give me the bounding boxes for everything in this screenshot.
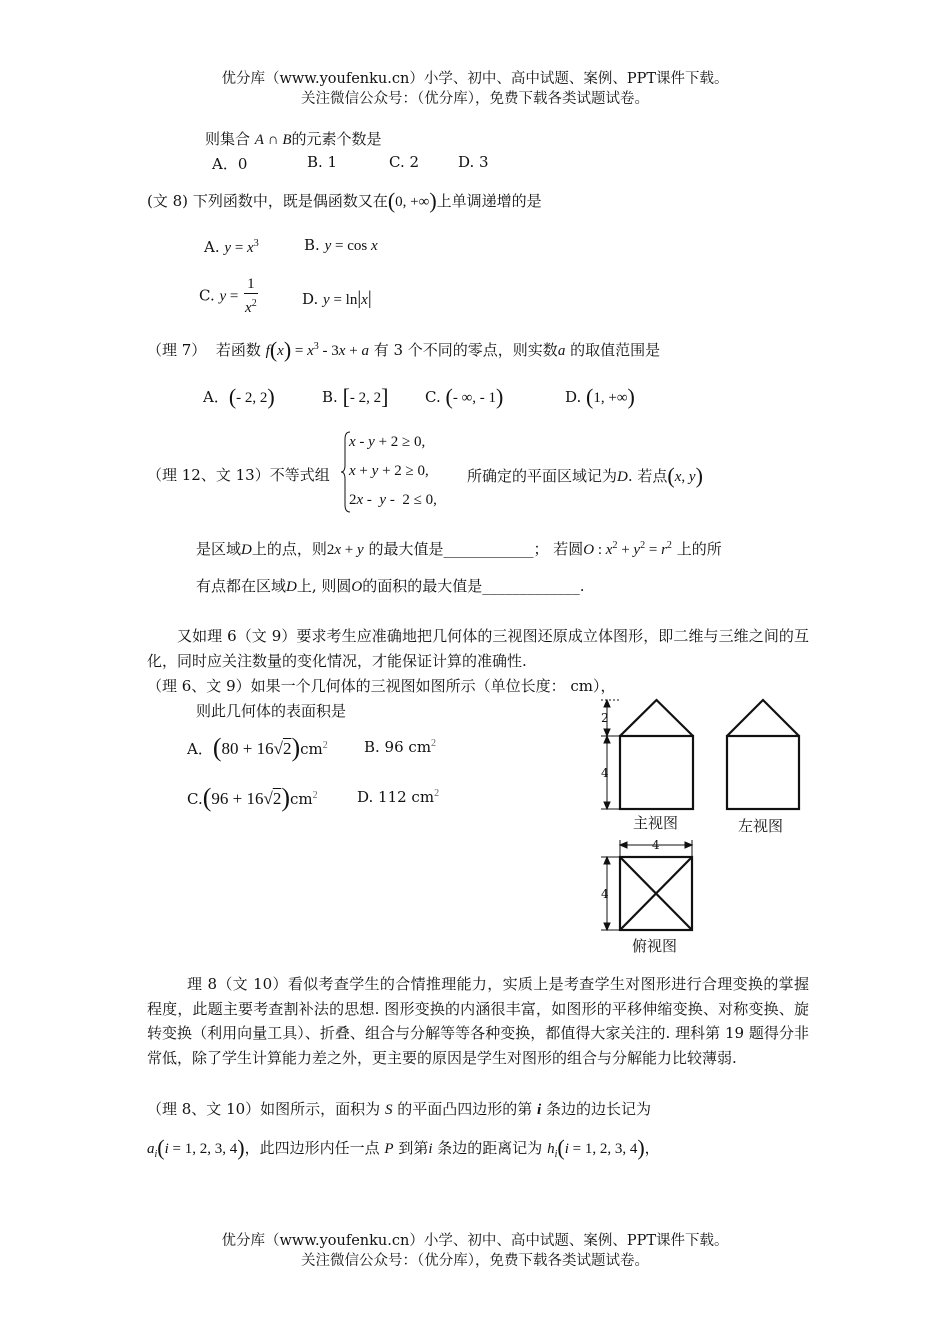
front-view-roof xyxy=(620,700,693,736)
li7-options: A．(- 2, 2) B. [- 2, 2] C. (- ∞, - 1) D. (1, +∞) xyxy=(203,384,635,409)
wen8-option-a: A. $y = x^3$ xyxy=(204,238,259,256)
li6-line-1: （理 6、文 9）如果一个几何体的三视图如图所示（单位长度： cm）， xyxy=(147,677,616,695)
li12-label: （理 12、文 13）不等式组 xyxy=(147,466,330,484)
li6-option-d: D. 112 $cm^2$ xyxy=(357,788,440,806)
left-view-roof xyxy=(727,700,799,736)
footer-line-1: 优分库（www.youfenku.cn）小学、初中、高中试题、案例、PPT课件下载。 xyxy=(221,1233,729,1249)
set-question-options: A．0 B. 1 C. 2 D. 3 xyxy=(212,153,489,173)
left-view-label: 左视图 xyxy=(738,817,784,835)
ineq-1: x - y + 2 ≥ 0, xyxy=(349,434,426,450)
dim-label-2: 2 xyxy=(601,711,609,725)
li12-region-text: 所确定的平面区域记为D. 若点(x, y) xyxy=(467,463,703,488)
li12-line-3: 有点都在区域D上, 则圆O的面积的最大值是_____________. xyxy=(196,577,585,595)
footer-line-2: 关注微信公众号：（优分库），免费下载各类试题试卷。 xyxy=(301,1253,649,1269)
wen8-option-d: D. y = ln|x| xyxy=(302,288,372,309)
ineq-3: 2x - y - 2 ≤ 0, xyxy=(349,492,437,508)
wen8-option-b: B. y = cos x xyxy=(304,236,378,254)
li8-line-2: $a_i(i = 1$, 2, 3, 4)，此四边形内任一点 P 到第i 条边的距离记为 $h_i(i = 1$, 2, 3, 4)， xyxy=(147,1135,660,1160)
left-view-square xyxy=(727,736,799,809)
wen8-option-c: C. y = $\frac{1}{x^2}$ xyxy=(199,276,257,316)
wen8-question: (文 8) 下列函数中，既是偶函数又在(0, +∞)上单调递增的是 xyxy=(147,188,542,213)
li6-option-b: B. 96 $cm^2$ xyxy=(364,738,437,756)
ineq-2: x + y + 2 ≥ 0, xyxy=(349,463,429,479)
dim-label-4-top-depth: 4 xyxy=(601,887,609,901)
li7-question: （理 7） 若函数 $f(x) = x^3 - 3x + a$ 有 3 个不同的零点，则实数a 的取值范围是 xyxy=(147,337,661,362)
three-view-figure xyxy=(595,692,815,962)
li12-line-2: 是区域D上的点，则2x + y 的最大值是____________； 若圆O : $x^2 + y^2 = r^2$ 上的所 xyxy=(196,540,722,558)
header-line-2: 关注微信公众号：（优分库），免费下载各类试题试卷。 xyxy=(301,91,649,107)
front-view-square xyxy=(620,736,693,809)
li6-line-2: 则此几何体的表面积是 xyxy=(196,702,347,720)
set-question-text: 则集合 A ∩ B的元素个数是 xyxy=(205,130,382,148)
top-view-label: 俯视图 xyxy=(632,937,678,955)
header-line-1: 优分库（www.youfenku.cn）小学、初中、高中试题、案例、PPT课件下载。 xyxy=(221,71,729,87)
dim-label-4-front: 4 xyxy=(601,766,609,780)
commentary-paragraph-1: 又如理 6（文 9）要求考生应准确地把几何体的三视图还原成立体图形，即二维与三维之间的互化，同时应关注数量的变化情况，才能保证计算的准确性. xyxy=(147,627,809,670)
dim-label-4-top-width: 4 xyxy=(652,838,660,852)
li6-option-a: A．$(80 + 16√2)cm^2$ xyxy=(187,733,328,762)
front-view-label: 主视图 xyxy=(633,814,679,832)
li6-option-c: $C.(96 + 16√2)cm^2$ xyxy=(187,783,318,812)
commentary-paragraph-2: 理 8（文 10）看似考查学生的合情推理能力，实质上是考查学生对图形进行合理变换的掌握程度，此题主要考查割补法的思想. 图形变换的内涵很丰富，如图形的平移伸缩变换、对称变换、旋转变换（利用向量工具）、折叠、组合与分解等等各种变换，都值得大家关注的. 理科第 19 题得分非常低，除了学生计算能力差之外，更主要的原因是学生对图形的组合与分解能力比较薄弱. xyxy=(147,975,809,1067)
li8-line-1: （理 8、文 10）如图所示，面积为 S 的平面凸四边形的第 i 条边的边长记为 xyxy=(147,1100,651,1118)
